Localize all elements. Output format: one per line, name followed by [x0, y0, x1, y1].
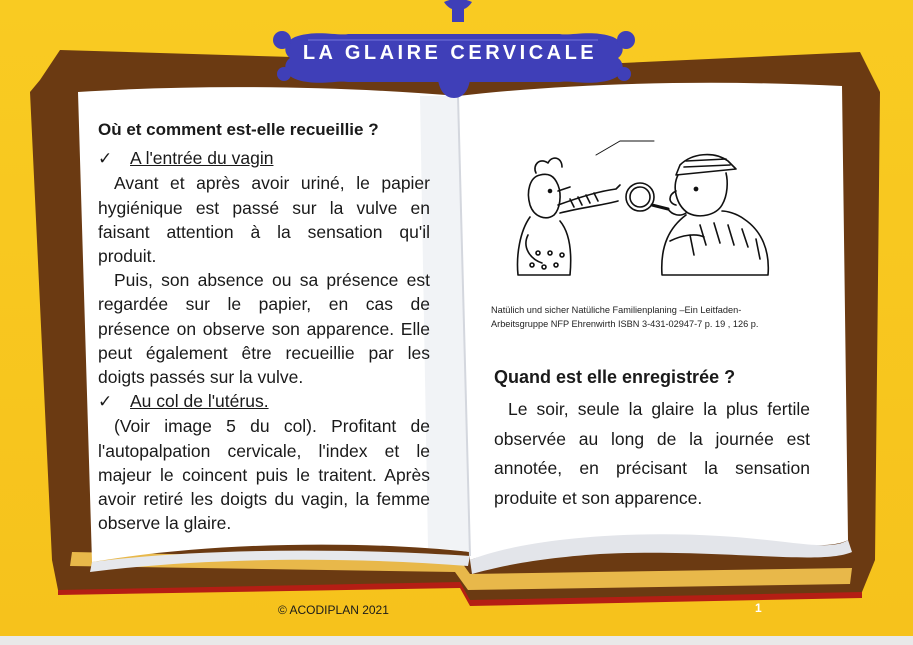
paragraph-urine: Avant et après avoir uriné, le papier hygiénique est passé sur la vulve en faisant attention à la sensation qu'il produit. — [98, 173, 430, 267]
check-icon: ✓ — [98, 149, 113, 169]
bullet-col — [98, 389, 430, 414]
bottom-strip — [0, 636, 913, 645]
paragraph-enregistrement: Le soir, seule la glaire la plus fertile observée au long de la journée est annotée, en précisant la sensation produite et son apparence. — [494, 399, 810, 508]
paragraph-observation: Puis, son absence ou sa présence est regardée sur le papier, en cas de présence on observe son apparence. Elle peut également être recueillie par les doigts passés sur la vulve. — [98, 270, 430, 388]
bullet-col-label: Au col de l'utérus. — [130, 391, 269, 412]
bullet-vagin — [98, 146, 430, 171]
page-title: LA GLAIRE CERVICALE — [302, 42, 598, 64]
footer-copyright: © ACODIPLAN 2021 — [278, 603, 389, 617]
illustration-magnifying-glass — [500, 135, 780, 281]
paragraph-autopalpation: (Voir image 5 du col). Profitant de l'autopalpation cervicale, l'index et le majeur le coincent puis le traitent. Après avoir retiré les doigts du vagin, la femme observe la glaire. — [98, 416, 430, 534]
caption-line-1: Natülich und sicher Natüliche Familienplaning –Ein Leitfaden- — [491, 305, 742, 315]
right-heading: Quand est elle enregistrée ? — [494, 367, 736, 387]
bullet-vagin-label: A l'entrée du vagin — [130, 148, 274, 169]
left-column — [98, 118, 430, 535]
page-number: 1 — [755, 601, 762, 615]
right-paragraph — [494, 395, 810, 513]
image-caption — [491, 303, 821, 331]
left-heading: Où et comment est-elle recueillie ? — [98, 120, 379, 139]
check-icon: ✓ — [98, 392, 113, 412]
caption-line-2: Arbeitsgruppe NFP Ehrenwirth ISBN 3-431-02947-7 p. 19 , 126 p. — [491, 319, 759, 329]
